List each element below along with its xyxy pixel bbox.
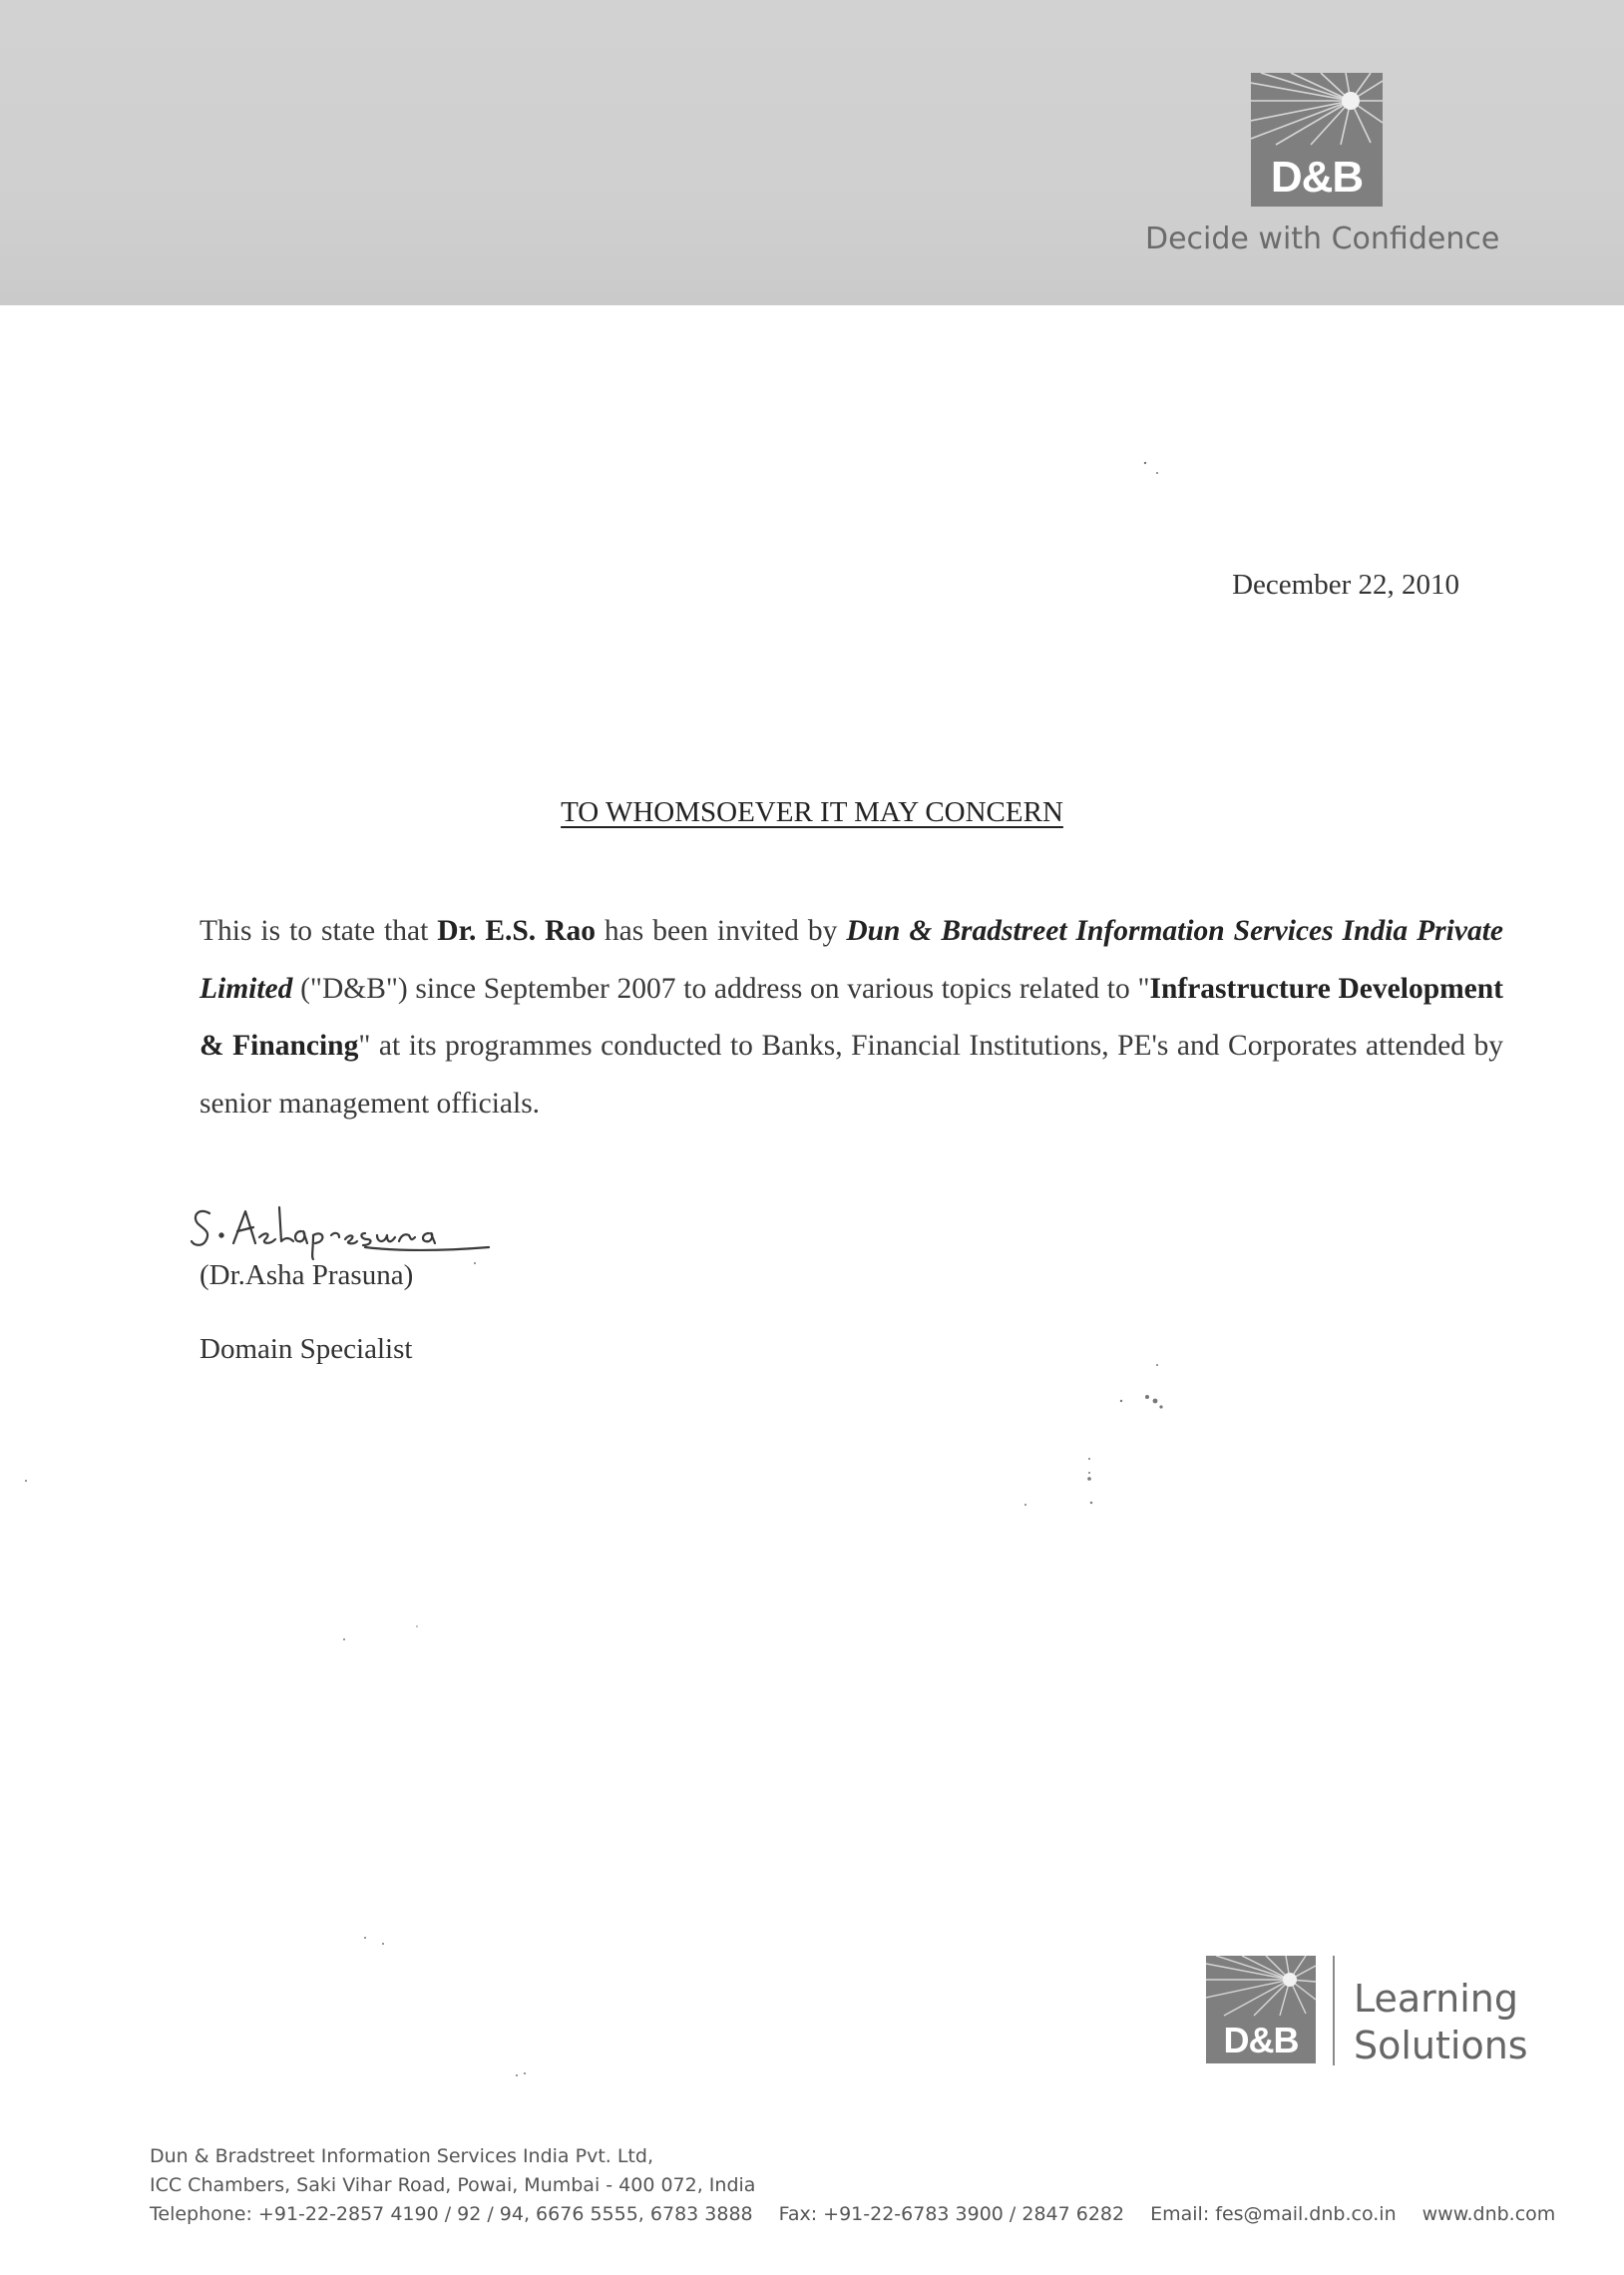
subject-name: Dr. E.S. Rao [437, 915, 596, 947]
letterhead-band [0, 0, 1624, 305]
footer-email: Email: fes@mail.dnb.co.in [1150, 2203, 1397, 2225]
body-text-2: has been invited by [595, 915, 847, 947]
letter-body [200, 903, 1503, 1133]
body-text-4: " at its programmes conducted to Banks, Financial Institutions, PE's and Corporates attended by senior management officials. [200, 1030, 1503, 1120]
footer-address: ICC Chambers, Saki Vihar Road, Powai, Mumbai - 400 072, India [150, 2174, 756, 2196]
footer-contact-line [150, 2200, 1555, 2229]
dnb-learning-logo [1206, 1956, 1316, 2063]
signatory-name: (Dr.Asha Prasuna) [200, 1259, 414, 1291]
footer-company: Dun & Bradstreet Information Services India Pvt. Ltd, [150, 2145, 653, 2167]
signatory-title: Domain Specialist [200, 1333, 413, 1365]
logo-text: D&B [1223, 2020, 1299, 2060]
topic-name: Infrastructure Development & Financing [200, 972, 1503, 1062]
company-name: Dun & Bradstreet Information Services India Private Limited [200, 915, 1503, 1005]
logo-text: D&B [1270, 153, 1364, 202]
solutions-label: Solutions [1354, 2024, 1528, 2067]
body-text-3: ("D&B") since September 2007 to address on various topics related to " [292, 972, 1150, 1005]
letter-date: December 22, 2010 [1232, 569, 1459, 601]
body-text-1: This is to state that [200, 915, 438, 947]
logo-divider [1333, 1956, 1335, 2065]
footer-address-block [150, 2142, 1555, 2229]
handwritten-signature [190, 1197, 509, 1267]
tagline: Decide with Confidence [1145, 222, 1500, 256]
learning-solutions-text [1354, 1976, 1528, 2069]
dnb-logo [1251, 73, 1383, 207]
footer-telephone: Telephone: +91-22-2857 4190 / 92 / 94, 6676 5555, 6783 3888 [150, 2203, 753, 2225]
footer-website: www.dnb.com [1421, 2203, 1556, 2225]
footer-fax: Fax: +91-22-6783 3900 / 2847 6282 [778, 2203, 1125, 2225]
letter-heading: TO WHOMSOEVER IT MAY CONCERN [561, 796, 1063, 828]
learning-label: Learning [1354, 1977, 1518, 2021]
